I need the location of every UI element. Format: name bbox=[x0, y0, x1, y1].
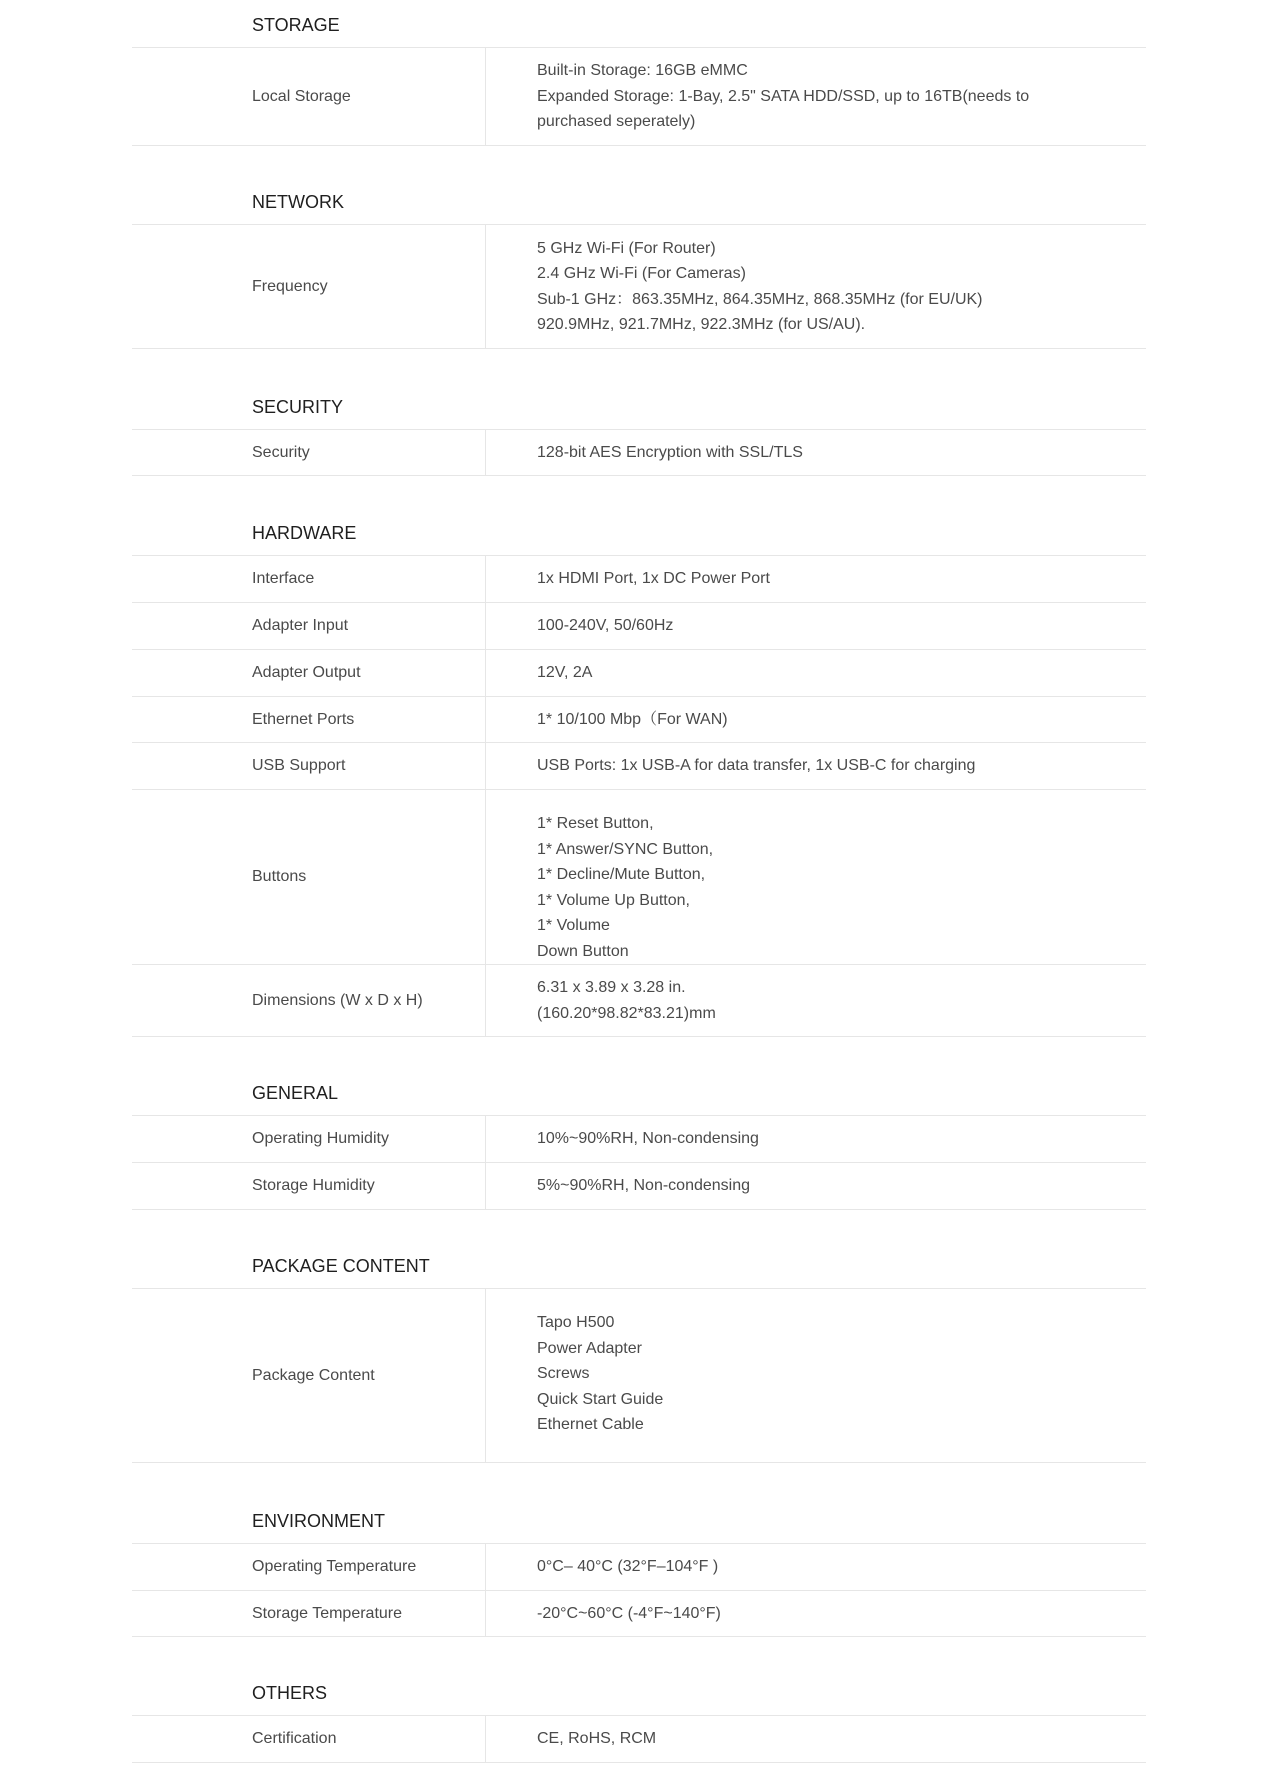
spec-value-line: 1* Decline/Mute Button, bbox=[537, 866, 706, 883]
spec-label: Ethernet Ports bbox=[132, 697, 486, 742]
spec-row-operating-temperature bbox=[132, 1544, 1146, 1591]
section-title: OTHERS bbox=[132, 1668, 1146, 1716]
spec-row-storage-humidity bbox=[132, 1163, 1146, 1210]
spec-label: Storage Temperature bbox=[132, 1591, 486, 1636]
spec-value bbox=[486, 48, 1146, 145]
spec-value-line: 1* Reset Button, bbox=[537, 815, 654, 832]
spec-value-line: 1* Volume bbox=[537, 917, 610, 934]
spec-label: Certification bbox=[132, 1716, 486, 1762]
spec-row-dimensions-w-x-d-x-h bbox=[132, 965, 1146, 1037]
spec-value bbox=[486, 650, 1146, 696]
spec-value-line: 1* Volume Up Button, bbox=[537, 891, 690, 909]
spec-row-buttons bbox=[132, 790, 1146, 965]
spec-value bbox=[486, 225, 1146, 348]
spec-label: Operating Temperature bbox=[132, 1544, 486, 1590]
spec-value bbox=[486, 1716, 1146, 1762]
section-title: GENERAL bbox=[132, 1068, 1146, 1116]
spec-row-frequency bbox=[132, 225, 1146, 349]
section-title: PACKAGE CONTENT bbox=[132, 1241, 1146, 1289]
section-security bbox=[132, 382, 1146, 476]
spec-value-line: 10%~90%RH, Non-condensing bbox=[537, 1130, 759, 1148]
spec-value bbox=[486, 1544, 1146, 1590]
section-title: STORAGE bbox=[132, 0, 1146, 48]
spec-label: Operating Humidity bbox=[132, 1116, 486, 1162]
spec-row-adapter-output bbox=[132, 650, 1146, 697]
section-hardware bbox=[132, 508, 1146, 1037]
spec-value-line: Power Adapter bbox=[537, 1339, 642, 1357]
spec-label: Package Content bbox=[132, 1289, 486, 1462]
spec-value-line: Down Button bbox=[537, 942, 629, 960]
spec-value bbox=[486, 1116, 1146, 1162]
section-title: HARDWARE bbox=[132, 508, 1146, 556]
spec-value bbox=[486, 790, 1146, 964]
spec-value-line: Sub-1 GHz：863.35MHz, 864.35MHz, 868.35MHz (for EU/UK) bbox=[537, 290, 983, 308]
spec-value-line: 128-bit AES Encryption with SSL/TLS bbox=[537, 443, 803, 461]
spec-value bbox=[486, 1591, 1146, 1636]
spec-label: Security bbox=[132, 430, 486, 475]
section-network bbox=[132, 177, 1146, 349]
spec-value-line: Built-in Storage: 16GB eMMC bbox=[537, 62, 748, 80]
spec-label: Adapter Input bbox=[132, 603, 486, 649]
spec-row-ethernet-ports bbox=[132, 697, 1146, 743]
spec-row-package-content bbox=[132, 1289, 1146, 1463]
spec-value bbox=[486, 603, 1146, 649]
spec-value-line: 1* 10/100 Mbp（For WAN) bbox=[537, 710, 728, 728]
spec-value-line: 5%~90%RH, Non-condensing bbox=[537, 1177, 751, 1195]
spec-value-line: Quick Start Guide bbox=[537, 1390, 664, 1408]
spec-row-certification bbox=[132, 1716, 1146, 1763]
spec-row-security bbox=[132, 430, 1146, 476]
spec-value-line: 0°C– 40°C (32°F–104°F ) bbox=[537, 1558, 719, 1576]
section-others bbox=[132, 1668, 1146, 1763]
spec-value-line: Ethernet Cable bbox=[537, 1416, 644, 1433]
section-title: NETWORK bbox=[132, 177, 1146, 225]
spec-label: Frequency bbox=[132, 225, 486, 348]
spec-value-line: Screws bbox=[537, 1365, 590, 1382]
spec-value-line: (160.20*98.82*83.21)mm bbox=[537, 1004, 716, 1022]
spec-value-line: 1x HDMI Port, 1x DC Power Port bbox=[537, 570, 770, 588]
spec-row-local-storage bbox=[132, 48, 1146, 146]
spec-row-usb-support bbox=[132, 743, 1146, 790]
spec-label: USB Support bbox=[132, 743, 486, 789]
spec-value-line: 6.31 x 3.89 x 3.28 in. bbox=[537, 979, 686, 996]
spec-row-adapter-input bbox=[132, 603, 1146, 650]
spec-value-line: USB Ports: 1x USB-A for data transfer, 1x USB-C for charging bbox=[537, 757, 976, 775]
section-environment bbox=[132, 1496, 1146, 1637]
spec-value bbox=[486, 743, 1146, 789]
spec-value bbox=[486, 965, 1146, 1036]
section-package-content bbox=[132, 1241, 1146, 1463]
spec-value bbox=[486, 697, 1146, 742]
spec-value-line: 1* Answer/SYNC Button, bbox=[537, 840, 714, 858]
spec-label: Interface bbox=[132, 556, 486, 602]
spec-value-line: Expanded Storage: 1-Bay, 2.5" SATA HDD/SSD, up to 16TB(needs to bbox=[537, 87, 1030, 105]
spec-label: Adapter Output bbox=[132, 650, 486, 696]
spec-value-line: -20°C~60°C (-4°F~140°F) bbox=[537, 1604, 721, 1622]
section-general bbox=[132, 1068, 1146, 1210]
section-title: SECURITY bbox=[132, 382, 1146, 430]
spec-label: Dimensions (W x D x H) bbox=[132, 965, 486, 1036]
section-storage bbox=[132, 0, 1146, 146]
spec-value-line: 12V, 2A bbox=[537, 664, 593, 682]
spec-value-line: 920.9MHz, 921.7MHz, 922.3MHz (for US/AU). bbox=[537, 316, 866, 333]
spec-value-line: 2.4 GHz Wi-Fi (For Cameras) bbox=[537, 265, 746, 282]
spec-value bbox=[486, 430, 1146, 475]
spec-value bbox=[486, 1289, 1146, 1462]
spec-value-line: Tapo H500 bbox=[537, 1314, 615, 1331]
spec-value-line: 5 GHz Wi-Fi (For Router) bbox=[537, 239, 716, 257]
spec-row-operating-humidity bbox=[132, 1116, 1146, 1163]
spec-row-storage-temperature bbox=[132, 1591, 1146, 1637]
spec-label: Local Storage bbox=[132, 48, 486, 145]
spec-value-line: purchased seperately) bbox=[537, 113, 696, 131]
spec-label: Storage Humidity bbox=[132, 1163, 486, 1209]
spec-value bbox=[486, 1163, 1146, 1209]
spec-label: Buttons bbox=[132, 790, 486, 964]
spec-value-line: CE, RoHS, RCM bbox=[537, 1730, 657, 1748]
section-title: ENVIRONMENT bbox=[132, 1496, 1146, 1544]
spec-value bbox=[486, 556, 1146, 602]
spec-row-interface bbox=[132, 556, 1146, 603]
spec-value-line: 100-240V, 50/60Hz bbox=[537, 617, 674, 635]
